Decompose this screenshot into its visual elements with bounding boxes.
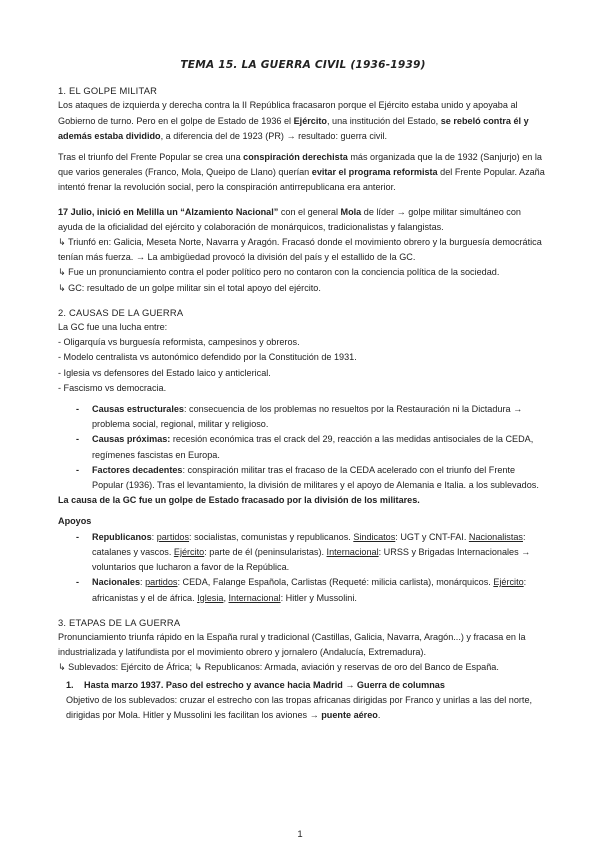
section-heading-golpe-militar: 1. EL GOLPE MILITAR — [58, 85, 158, 97]
subheading-apoyos: Apoyos — [58, 516, 92, 527]
paragraph: La GC fue una lucha entre: — [58, 322, 168, 333]
list-item: - Modelo centralista vs autonómico defendido por la Constitución de 1931. — [58, 352, 357, 363]
item-title: Hasta marzo 1937. Paso del estrecho y avance hacia Madrid → Guerra de columnas — [84, 679, 445, 690]
sub-note: ↳ Triunfó en: Galicia, Meseta Norte, Navarra y Aragón. Fracasó donde el movimiento obrero y la burguesía democrática tenían más fuerza. → La ambigüedad provocó la división del país y el estallido de la GC. — [58, 237, 542, 263]
paragraph: 17 Julio, inició en Melilla un “Alzamiento Nacional” con el general Mola de líder → golpe militar simultáneo con ayuda de la oficialidad del ejército y colaboración de monárquicos, tradicionalistas y falangistas. — [58, 206, 521, 232]
causes-list — [58, 402, 548, 493]
document-title: TEMA 15. LA GUERRA CIVIL (1936-1939) — [180, 59, 426, 71]
numbered-item — [66, 678, 548, 724]
item-number: 1. — [66, 679, 74, 690]
struggle-list — [58, 335, 548, 396]
list-item: - Oligarquía vs burguesía reformista, campesinos y obreros. — [58, 337, 300, 348]
item-text: Objetivo de los sublevados: cruzar el estrecho con las tropas africanas dirigidas por Franco y unirlas a las del norte, dirigidas por Mola. Hitler y Mussolini les facilitan los aviones → puente aéreo. — [66, 694, 533, 720]
section-heading-causas: 2. CAUSAS DE LA GUERRA — [58, 306, 184, 318]
support-list — [58, 530, 548, 606]
document-page — [58, 58, 548, 723]
paragraph: Tras el triunfo del Frente Popular se crea una conspiración derechista más organizada que la de 1932 (Sanjurjo) en la que varios generales (Franco, Mola, Queipo de Llano) querían evitar el programa reformista del Frente Popular. Azaña intentó frenar la revolución social, pero la conspiración antirrepublicana era anterior. — [58, 152, 545, 193]
list-item: - Republicanos: partidos: socialistas, comunistas y republicanos. Sindicatos: UGT y CNT-FAI. Nacionalistas: catalanes y vascos. Ejército: parte de él (peninsularistas). Internacional: URSS y Brigadas Internacionales → voluntarios que lucharon a favor de la República. — [92, 530, 548, 576]
sub-note: ↳ GC: resultado de un golpe militar sin el total apoyo del ejército. — [58, 282, 321, 293]
sub-note: ↳ Fue un pronunciamiento contra el poder político pero no contaron con la conciencia política de la sociedad. — [58, 267, 500, 278]
list-item: - Causas estructurales: consecuencia de los problemas no resueltos por la Restauración ni la Dictadura → problema social, regional, militar y religioso. — [92, 402, 548, 432]
list-item: - Factores decadentes: conspiración militar tras el fracaso de la CEDA acelerado con el triunfo del Frente Popular (1936). Tras el levantamiento, la división de militares y el apoyo de Alemania e Italia. a los sublevados. — [92, 463, 548, 493]
list-item: - Causas próximas: recesión económica tras el crack del 29, reacción a las medidas antisociales de la CEDA, regímenes fascistas en Europa. — [92, 432, 548, 462]
paragraph: Pronunciamiento triunfa rápido en la España rural y tradicional (Castillas, Galicia, Navarra, Aragón...) y fracasa en la industrializada y latifundista por el movimiento obrero y jornalero (Andalucía, Extremadura). — [58, 631, 526, 658]
page-number: 1 — [297, 829, 303, 840]
conclusion: La causa de la GC fue un golpe de Estado fracasado por la división de los militares. — [58, 495, 420, 506]
list-item: - Fascismo vs democracia. — [58, 382, 167, 393]
paragraph: Los ataques de izquierda y derecha contra la II República fracasaron porque el Ejército estaba unido y apoyaba al Gobierno de turno. Pero en el golpe de Estado de 1936 el Ejército, una institución del Estado, se rebeló contra él y además estaba dividido, a diferencia del de 1923 (PR) → resultado: guerra civil. — [58, 100, 529, 141]
section-heading-etapas: 3. ETAPAS DE LA GUERRA — [58, 616, 181, 628]
sub-note: ↳ Sublevados: Ejército de África; ↳ Republicanos: Armada, aviación y reservas de oro del Banco de España. — [58, 662, 499, 673]
list-item: - Nacionales: partidos: CEDA, Falange Española, Carlistas (Requeté: milicia carlista), monárquicos. Ejército: africanistas y el de áfrica. Iglesia, Internacional: Hitler y Mussolini. — [92, 575, 548, 605]
list-item: - Iglesia vs defensores del Estado laico y anticlerical. — [58, 367, 271, 378]
